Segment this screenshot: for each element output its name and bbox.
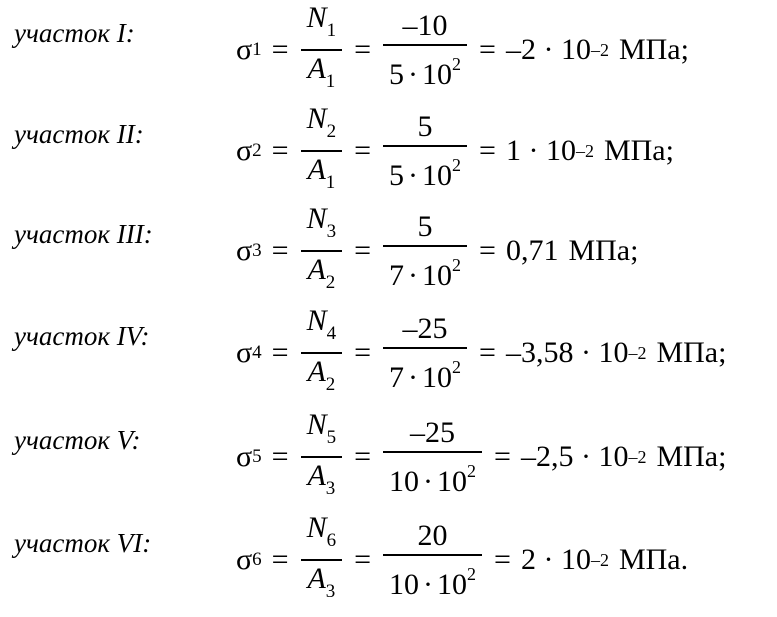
sigma-symbol: σ bbox=[236, 336, 253, 369]
unit-label: МПа. bbox=[618, 543, 689, 576]
denominator-exponent: 2 bbox=[452, 254, 462, 275]
multiply-dot: · bbox=[408, 158, 419, 192]
denominator-exponent: 2 bbox=[467, 563, 477, 584]
result-value: 2 · 10 bbox=[520, 543, 591, 576]
force-symbol: N bbox=[306, 408, 327, 441]
denominator-base: 10 bbox=[437, 567, 468, 601]
area-symbol: A bbox=[307, 52, 326, 85]
stress-formula bbox=[236, 303, 726, 403]
equals-sign: = bbox=[354, 234, 372, 267]
sigma-symbol: σ bbox=[236, 440, 253, 473]
sigma-subscript: 6 bbox=[252, 549, 262, 570]
equals-sign: = bbox=[354, 33, 372, 66]
unit-label: МПа; bbox=[618, 33, 689, 66]
numeric-fraction bbox=[383, 311, 467, 396]
area-subscript: 1 bbox=[325, 71, 336, 92]
numerator: –25 bbox=[402, 311, 448, 345]
formula-row-4 bbox=[0, 303, 777, 403]
equals-sign: = bbox=[271, 440, 289, 473]
force-symbol: N bbox=[306, 511, 327, 544]
force-area-fraction bbox=[301, 101, 343, 201]
sigma-symbol: σ bbox=[236, 234, 253, 267]
formula-row-3 bbox=[0, 201, 777, 301]
result-value: 0,71 bbox=[505, 234, 559, 267]
sigma-subscript: 4 bbox=[252, 342, 262, 363]
equals-sign: = bbox=[271, 336, 289, 369]
area-subscript: 3 bbox=[325, 478, 336, 499]
denominator-coef: 5 bbox=[389, 57, 405, 91]
equals-sign: = bbox=[271, 134, 289, 167]
sigma-symbol: σ bbox=[236, 543, 253, 576]
equals-sign: = bbox=[271, 234, 289, 267]
numeric-fraction bbox=[383, 109, 467, 194]
denominator-base: 10 bbox=[437, 464, 468, 498]
numeric-fraction bbox=[383, 415, 482, 500]
result-value: –3,58 · 10 bbox=[505, 336, 629, 369]
denominator-base: 10 bbox=[422, 360, 453, 394]
equals-sign: = bbox=[271, 543, 289, 576]
sigma-subscript: 5 bbox=[252, 446, 262, 467]
equals-sign: = bbox=[494, 543, 511, 576]
sigma-subscript: 1 bbox=[252, 39, 262, 60]
force-subscript: 3 bbox=[326, 221, 337, 242]
area-symbol: A bbox=[307, 153, 326, 186]
section-label: участок III: bbox=[14, 219, 153, 249]
area-subscript: 3 bbox=[325, 581, 336, 602]
denominator-base: 10 bbox=[422, 57, 453, 91]
numerator: 5 bbox=[417, 209, 433, 243]
formula-row-5 bbox=[0, 407, 777, 507]
result-value: –2 · 10 bbox=[505, 33, 591, 66]
stress-formula bbox=[236, 407, 726, 507]
multiply-dot: · bbox=[408, 57, 419, 91]
denominator-exponent: 2 bbox=[452, 356, 462, 377]
area-symbol: A bbox=[307, 355, 326, 388]
equals-sign: = bbox=[354, 440, 372, 473]
section-label: участок I: bbox=[14, 18, 135, 48]
force-subscript: 5 bbox=[326, 427, 337, 448]
numerator: –10 bbox=[402, 8, 448, 42]
equals-sign: = bbox=[271, 33, 289, 66]
unit-label: МПа; bbox=[656, 336, 727, 369]
stress-formula bbox=[236, 510, 688, 610]
multiply-dot: · bbox=[408, 360, 419, 394]
denominator-base: 10 bbox=[422, 158, 453, 192]
area-subscript: 2 bbox=[325, 272, 336, 293]
force-subscript: 6 bbox=[326, 530, 337, 551]
denominator-exponent: 2 bbox=[452, 154, 462, 175]
force-area-fraction bbox=[301, 0, 343, 100]
result-value: –2,5 · 10 bbox=[520, 440, 629, 473]
numeric-fraction bbox=[383, 8, 467, 93]
denominator-coef: 7 bbox=[389, 258, 405, 292]
equals-sign: = bbox=[479, 336, 496, 369]
unit-label: МПа; bbox=[656, 440, 727, 473]
force-area-fraction bbox=[301, 201, 343, 301]
denominator-exponent: 2 bbox=[452, 53, 462, 74]
denominator-coef: 5 bbox=[389, 158, 405, 192]
denominator-coef: 7 bbox=[389, 360, 405, 394]
area-subscript: 1 bbox=[325, 172, 336, 193]
section-label: участок II: bbox=[14, 119, 144, 149]
area-symbol: A bbox=[307, 253, 326, 286]
numerator: 5 bbox=[417, 109, 433, 143]
sigma-subscript: 2 bbox=[252, 140, 262, 161]
equals-sign: = bbox=[354, 336, 372, 369]
force-area-fraction bbox=[301, 510, 343, 610]
denominator-coef: 10 bbox=[389, 464, 420, 498]
section-label: участок IV: bbox=[14, 321, 150, 351]
unit-label: МПа; bbox=[568, 234, 639, 267]
denominator-exponent: 2 bbox=[467, 460, 477, 481]
formula-row-2 bbox=[0, 101, 777, 201]
force-symbol: N bbox=[306, 202, 327, 235]
denominator-base: 10 bbox=[422, 258, 453, 292]
area-subscript: 2 bbox=[325, 374, 336, 395]
force-subscript: 2 bbox=[326, 121, 337, 142]
section-label: участок V: bbox=[14, 425, 141, 455]
numeric-fraction bbox=[383, 209, 467, 294]
equals-sign: = bbox=[479, 134, 496, 167]
section-label: участок VI: bbox=[14, 528, 152, 558]
stress-formula bbox=[236, 0, 689, 100]
multiply-dot: · bbox=[423, 464, 434, 498]
result-value: 1 · 10 bbox=[505, 134, 576, 167]
sigma-symbol: σ bbox=[236, 33, 253, 66]
equals-sign: = bbox=[494, 440, 511, 473]
formula-row-6 bbox=[0, 510, 777, 610]
result-exponent: –2 bbox=[590, 39, 609, 60]
force-symbol: N bbox=[306, 102, 327, 135]
unit-label: МПа; bbox=[603, 134, 674, 167]
force-symbol: N bbox=[306, 1, 327, 34]
force-area-fraction bbox=[301, 303, 343, 403]
multiply-dot: · bbox=[408, 258, 419, 292]
equals-sign: = bbox=[479, 234, 496, 267]
result-exponent: –2 bbox=[628, 342, 647, 363]
denominator-coef: 10 bbox=[389, 567, 420, 601]
result-exponent: –2 bbox=[590, 549, 609, 570]
numeric-fraction bbox=[383, 518, 482, 603]
result-exponent: –2 bbox=[575, 140, 594, 161]
stress-formula bbox=[236, 201, 638, 301]
equals-sign: = bbox=[354, 134, 372, 167]
sigma-subscript: 3 bbox=[252, 240, 262, 261]
numerator: 20 bbox=[417, 518, 448, 552]
force-area-fraction bbox=[301, 407, 343, 507]
result-exponent: –2 bbox=[628, 446, 647, 467]
force-subscript: 1 bbox=[326, 20, 337, 41]
area-symbol: A bbox=[307, 459, 326, 492]
numerator: –25 bbox=[410, 415, 456, 449]
multiply-dot: · bbox=[423, 567, 434, 601]
stress-formula bbox=[236, 101, 674, 201]
formula-row-1 bbox=[0, 0, 777, 100]
sigma-symbol: σ bbox=[236, 134, 253, 167]
force-symbol: N bbox=[306, 304, 327, 337]
equals-sign: = bbox=[479, 33, 496, 66]
equals-sign: = bbox=[354, 543, 372, 576]
force-subscript: 4 bbox=[326, 323, 337, 344]
area-symbol: A bbox=[307, 562, 326, 595]
